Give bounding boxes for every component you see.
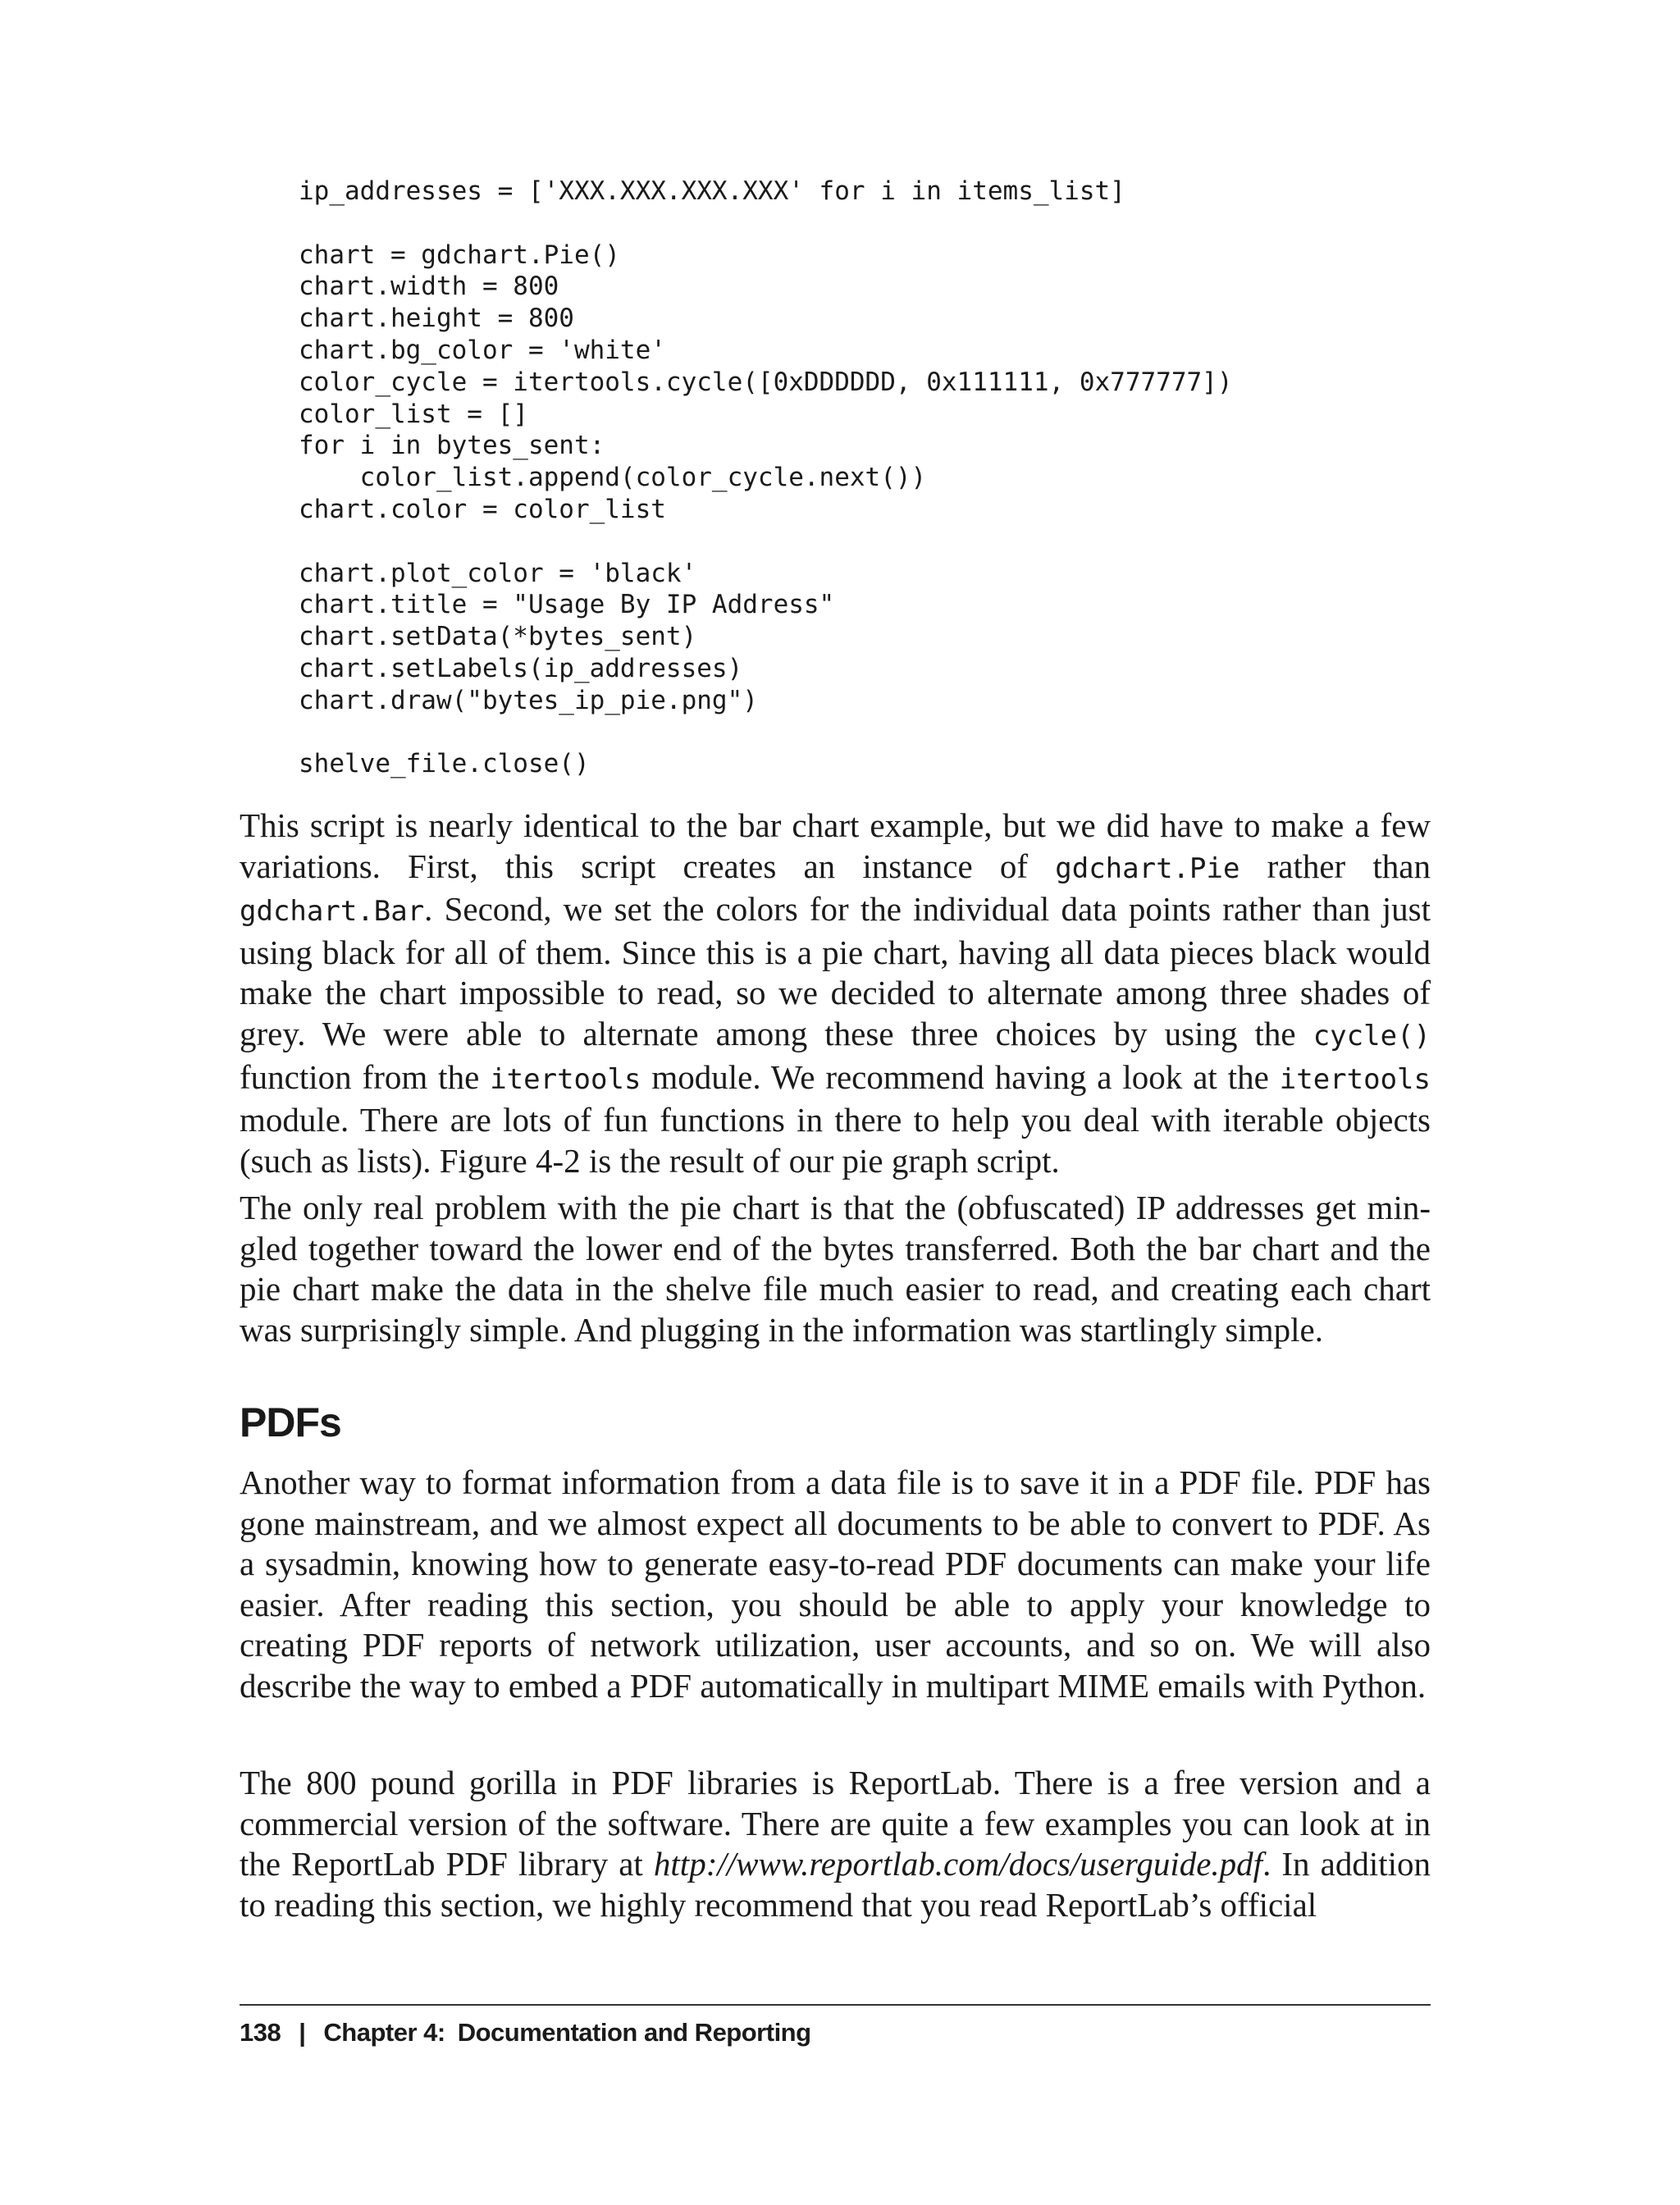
url-link[interactable]: http://www.reportlab.com/docs/userguide.pdf [653, 1845, 1263, 1883]
text-run: rather than [1239, 847, 1431, 885]
code-line [299, 208, 1447, 240]
text-run: function from the [240, 1057, 491, 1096]
text-run: This script is nearly identical to the bar chart example, but we did have to make a few variations. First, this script creates an instance of [240, 806, 1431, 885]
paragraph-pie-chart-problem [240, 1188, 1431, 1350]
inline-code: itertools [490, 1062, 641, 1096]
paragraph-reportlab [240, 1763, 1431, 1925]
paragraph-text: The only real problem with the pie chart is that the (obfuscated) IP addresses get mingled together toward the lower end of the bytes transferred. Both the bar chart and the pie chart make the data in the shelve file much easier to read, and creating each chart was surprisingly simple. And plugging in the information was startlingly simple. [240, 1189, 1431, 1349]
code-line: chart.bg_color = 'white' [299, 335, 666, 365]
inline-code: cycle() [1312, 1019, 1431, 1052]
code-line: for i in bytes_sent: [299, 431, 605, 461]
code-line: chart.setLabels(ip_addresses) [299, 653, 743, 683]
code-line: color_list = [] [299, 399, 528, 429]
inline-code: itertools [1279, 1062, 1431, 1096]
code-line: chart.title = "Usage By IP Address" [299, 590, 835, 620]
chapter-title: Chapter 4: Documentation and Reporting [323, 2018, 811, 2047]
paragraph-pdf-intro [240, 1463, 1431, 1707]
code-listing [299, 176, 1447, 780]
code-line: chart.height = 800 [299, 304, 574, 334]
inline-code: gdchart.Pie [1055, 851, 1240, 885]
page-footer [240, 2018, 811, 2048]
code-line: chart.draw("bytes_ip_pie.png") [299, 685, 758, 715]
code-line: ip_addresses = ['XXX.XXX.XXX.XXX' for i in items_list] [299, 176, 1125, 206]
footer-divider [240, 2004, 1431, 2006]
text-run: module. We recommend having a look at the [641, 1057, 1280, 1096]
text-run: The 800 pound gorilla in PDF libraries is ReportLab. There is a free version and a commercial version of the software. There are quite a few examples you can look at in the ReportLab PDF library at [240, 1764, 1431, 1883]
text-run: . In addition to reading this section, we highly recommend that you read ReportLab’s official [240, 1845, 1431, 1924]
inline-code: gdchart.Bar [240, 895, 425, 929]
code-line: color_cycle = itertools.cycle([0xDDDDDD, 0x111111, 0x777777]) [299, 367, 1233, 397]
footer-separator: | [299, 2018, 306, 2047]
code-line [299, 717, 1447, 749]
code-line: chart = gdchart.Pie() [299, 240, 620, 270]
paragraph-text: Another way to format information from a data file is to save it in a PDF file. PDF has gone mainstream, and we almost expect all documents to be able to convert to PDF. As a sysadmin, knowing how to generate easy-to-read PDF documents can make your life easier. After reading this section, you should be able to apply your knowledge to creating PDF reports of network utilization, user accounts, and so on. We will also describe the way to embed a PDF automatically in multipart MIME emails with Python. [240, 1463, 1431, 1705]
paragraph-script-explanation [240, 806, 1431, 1181]
text-run: . Second, we set the colors for the individual data points rather than just using black for all of them. Since this is a pie chart, having all data pieces black would make the chart impossible to read, so we decided to alternate among three shades of grey. We were able to alternate among these three choices by using the [240, 890, 1431, 1052]
code-line: chart.plot_color = 'black' [299, 558, 697, 588]
code-line: color_list.append(color_cycle.next()) [299, 463, 927, 493]
text-run: module. There are lots of fun functions in there to help you deal with iterable objects (such as lists). Figure 4-2 is the result of our pie graph script. [240, 1101, 1431, 1180]
code-line: shelve_file.close() [299, 749, 590, 779]
code-line: chart.setData(*bytes_sent) [299, 622, 697, 652]
section-heading: PDFs [240, 1399, 341, 1445]
code-line: chart.width = 800 [299, 272, 559, 302]
code-line [299, 526, 1447, 558]
code-line: chart.color = color_list [299, 494, 666, 524]
page-number: 138 [240, 2018, 281, 2047]
